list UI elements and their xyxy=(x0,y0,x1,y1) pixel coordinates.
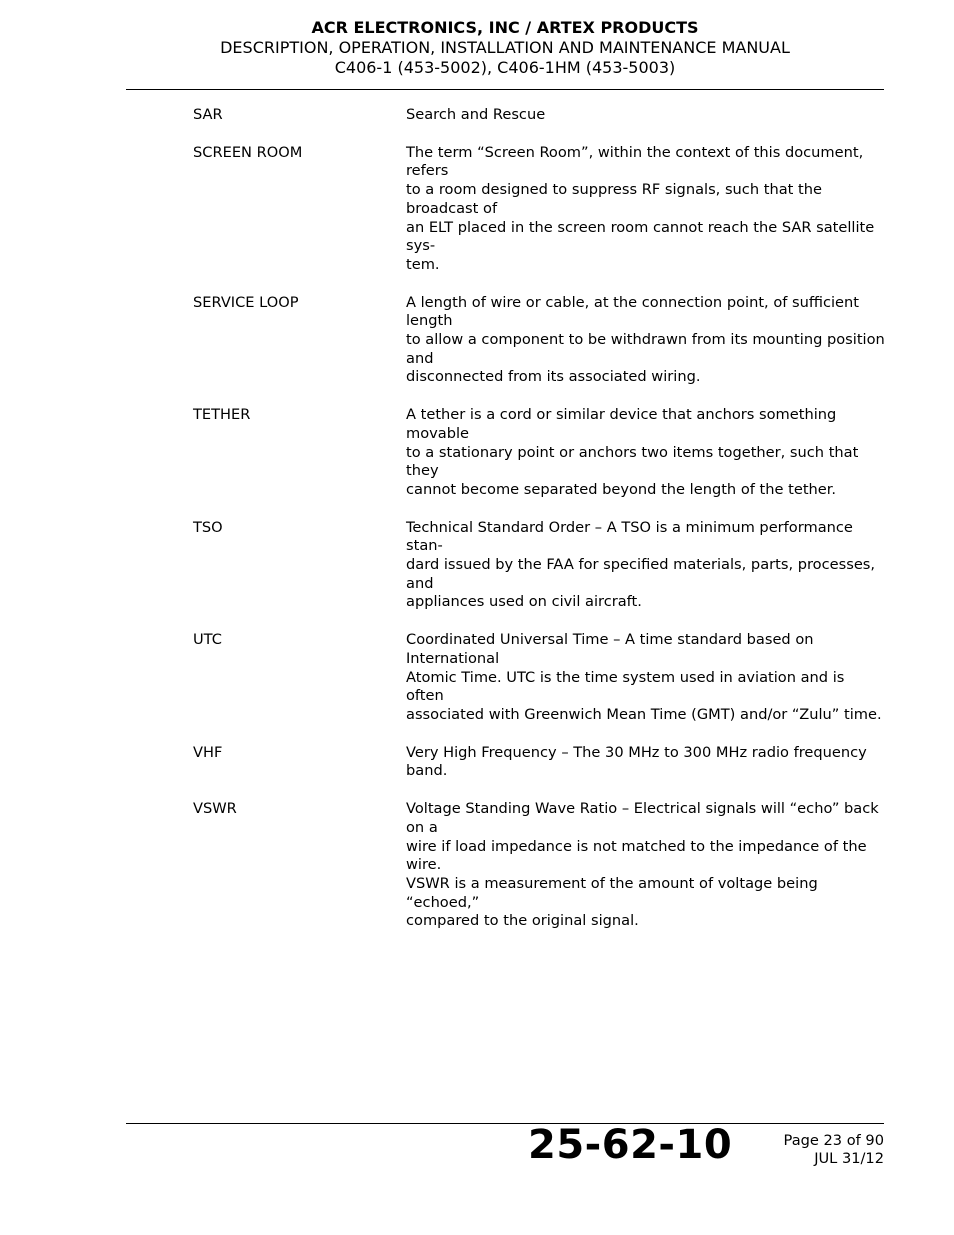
glossary-entry-tether xyxy=(193,406,893,500)
document-code: 25-62-10 xyxy=(528,1122,733,1168)
glossary-entry-vhf xyxy=(193,744,893,781)
glossary-term: SCREEN ROOM xyxy=(193,143,303,161)
model-numbers: C406-1 (453-5002), C406-1HM (453-5003) xyxy=(334,58,676,77)
glossary-definition: A length of wire or cable, at the connection point, of sufficient length to allow a component to be withdrawn from its mounting position and disconnected from its associated wiring. xyxy=(406,293,885,386)
glossary-term: TETHER xyxy=(193,406,251,424)
glossary-term: TSO xyxy=(193,518,223,536)
revision-date: JUL 31/12 xyxy=(814,1150,884,1167)
glossary-definition: Search and Rescue xyxy=(406,106,546,123)
glossary-entry-vswr xyxy=(193,800,893,931)
glossary-definition: Coordinated Universal Time – A time standard based on International Atomic Time. UTC is the time system used in aviation and is often associated with Greenwich Mean Time (GMT) and/or “Zulu” time. xyxy=(406,631,882,723)
header-divider xyxy=(126,89,884,90)
manual-title: DESCRIPTION, OPERATION, INSTALLATION AND MAINTENANCE MANUAL xyxy=(220,38,790,57)
glossary-definition: Very High Frequency – The 30 MHz to 300 MHz radio frequency band. xyxy=(406,743,867,780)
glossary-definition: The term “Screen Room”, within the context of this document, refers to a room designed to suppress RF signals, such that the broadcast of an ELT placed in the screen room cannot reach the SAR satellite sys- tem. xyxy=(406,143,875,273)
glossary-term: SERVICE LOOP xyxy=(193,293,299,311)
glossary-term: SAR xyxy=(193,106,223,123)
page-header xyxy=(126,18,884,78)
glossary-entry-utc xyxy=(193,631,893,725)
company-name: ACR ELECTRONICS, INC / ARTEX PRODUCTS xyxy=(311,18,699,37)
glossary-term: VHF xyxy=(193,743,223,761)
glossary-definition: Technical Standard Order – A TSO is a minimum performance stan- dard issued by the FAA for specified materials, parts, processes, and appliances used on civil aircraft. xyxy=(406,518,876,611)
glossary-entry-tso xyxy=(193,519,893,613)
glossary-entry-service-loop xyxy=(193,294,893,388)
page-info xyxy=(784,1132,884,1168)
glossary-term: UTC xyxy=(193,631,222,649)
glossary-entry-screen-room xyxy=(193,144,893,275)
glossary-entry-sar xyxy=(193,106,893,125)
glossary-list xyxy=(193,106,893,950)
glossary-definition: A tether is a cord or similar device that anchors something movable to a stationary point or anchors two items together, such that they cannot become separated beyond the length of the tether. xyxy=(406,406,859,498)
page-number: Page 23 of 90 xyxy=(783,1132,884,1149)
footer-divider xyxy=(126,1123,884,1124)
glossary-definition: Voltage Standing Wave Ratio – Electrical signals will “echo” back on a wire if load impedance is not matched to the impedance of the wire. VSWR is a measurement of the amount of voltage being “echoed,” compared to the original signal. xyxy=(406,800,879,930)
glossary-term: VSWR xyxy=(193,800,237,818)
